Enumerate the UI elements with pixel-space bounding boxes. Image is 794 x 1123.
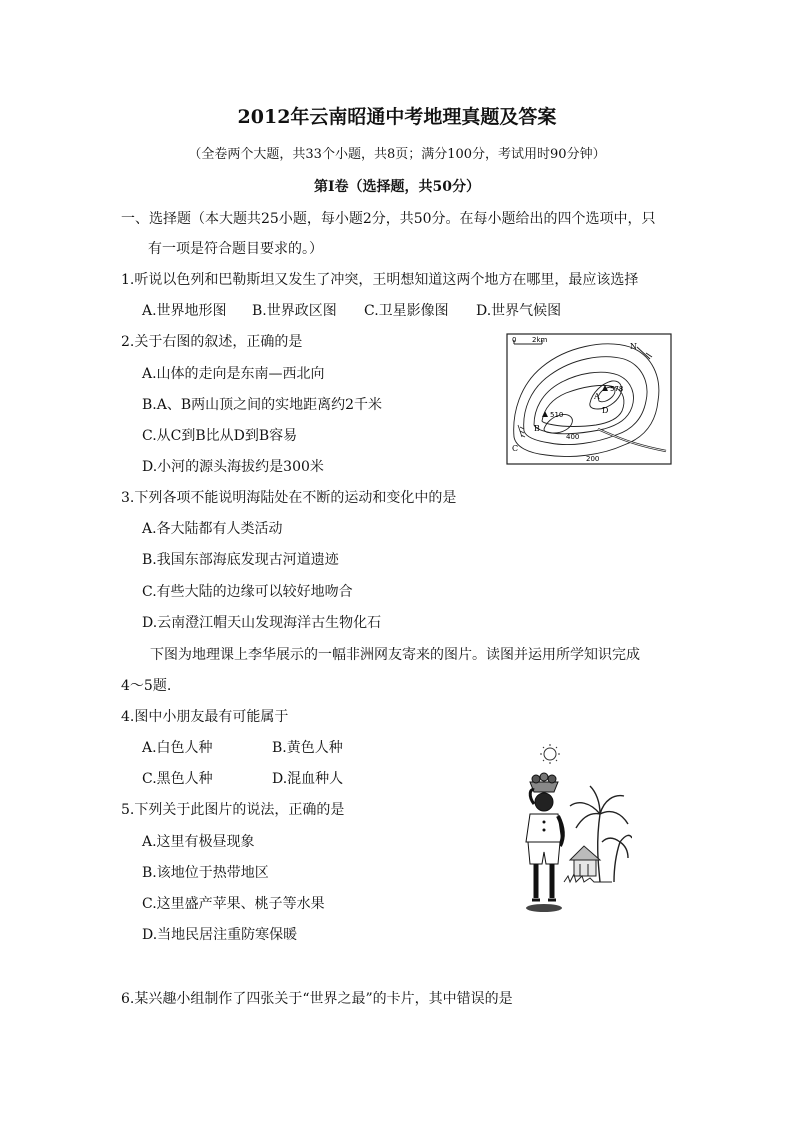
question-2-option-d: D.小河的源头海拔约是300米 [142, 459, 324, 475]
question-4-option-b: B.黄色人种 [272, 740, 343, 756]
question-1-stem: 1.听说以色列和巴勒斯坦又发生了冲突，王明想知道这两个地方在哪里，最应该选择 [121, 272, 639, 288]
point-d-label: D [602, 406, 609, 415]
contour-map [506, 333, 672, 465]
question-1-option-b: B.世界政区图 [252, 303, 337, 319]
question-3-option-d: D.云南澄江帽天山发现海洋古生物化石 [142, 615, 382, 631]
question-2-option-a: A.山体的走向是东南—西北向 [142, 366, 325, 382]
question-2-option-c: C.从C到B比从D到B容易 [142, 428, 298, 444]
peak-b-label: B [534, 424, 540, 433]
contour-200-label: 200 [586, 455, 600, 463]
child-figure [526, 773, 563, 900]
question-4-option-c: C.黑色人种 [142, 771, 213, 787]
part-heading-line1: 一、选择题（本大题共25小题，每小题2分，共50分。在每小题给出的四个选项中，只 [121, 211, 656, 227]
question-4-option-a: A.白色人种 [142, 740, 213, 756]
intro-4-5-line1: 下图为地理课上李华展示的一幅非洲网友寄来的图片。读图并运用所学知识完成 [150, 647, 640, 663]
question-5-stem: 5.下列关于此图片的说法，正确的是 [121, 802, 345, 818]
africa-child-illustration [516, 742, 632, 928]
peak-b-elevation: 510 [550, 411, 564, 419]
intro-4-5-line2: 4～5题. [121, 678, 172, 694]
question-2-stem: 2.关于右图的叙述，正确的是 [121, 334, 303, 350]
hut-icon [570, 846, 600, 876]
north-label: N [630, 342, 637, 351]
question-6-stem: 6.某兴趣小组制作了四张关于“世界之最”的卡片，其中错误的是 [121, 991, 513, 1007]
question-5-option-a: A.这里有极昼现象 [142, 834, 255, 850]
sun-icon [540, 744, 560, 764]
peak-a-elevation: 578 [610, 385, 624, 393]
question-5-option-d: D.当地民居注重防寒保暖 [142, 927, 298, 943]
page-title: 2012年云南昭通中考地理真题及答案 [237, 106, 557, 128]
scale-label: 2km [532, 336, 548, 344]
question-3-option-b: B.我国东部海底发现古河道遗迹 [142, 552, 339, 568]
point-c-label: C [512, 444, 519, 453]
question-5-option-b: B.该地位于热带地区 [142, 865, 269, 881]
scale-zero: 0 [512, 336, 517, 344]
question-5-option-c: C.这里盛产苹果、桃子等水果 [142, 896, 325, 912]
question-1-option-a: A.世界地形图 [142, 303, 227, 319]
peak-a-label: A [594, 392, 600, 401]
question-4-stem: 4.图中小朋友最有可能属于 [121, 709, 289, 725]
question-1-option-c: C.卫星影像图 [364, 303, 449, 319]
question-1-option-d: D.世界气候图 [476, 303, 562, 319]
question-2-option-b: B.A、B两山顶之间的实地距离约2千米 [142, 397, 383, 413]
question-3-option-a: A.各大陆都有人类活动 [142, 521, 283, 537]
section-heading: 第Ⅰ卷（选择题，共50分） [313, 179, 481, 195]
question-3-stem: 3.下列各项不能说明海陆处在不断的运动和变化中的是 [121, 490, 457, 506]
part-heading-line2: 有一项是符合题目要求的。） [148, 241, 323, 257]
question-4-option-d: D.混血种人 [272, 771, 344, 787]
question-3-option-c: C.有些大陆的边缘可以较好地吻合 [142, 584, 353, 600]
exam-info: （全卷两个大题，共33个小题，共8页；满分100分，考试用时90分钟） [188, 147, 606, 162]
contour-400-label: 400 [566, 433, 580, 441]
